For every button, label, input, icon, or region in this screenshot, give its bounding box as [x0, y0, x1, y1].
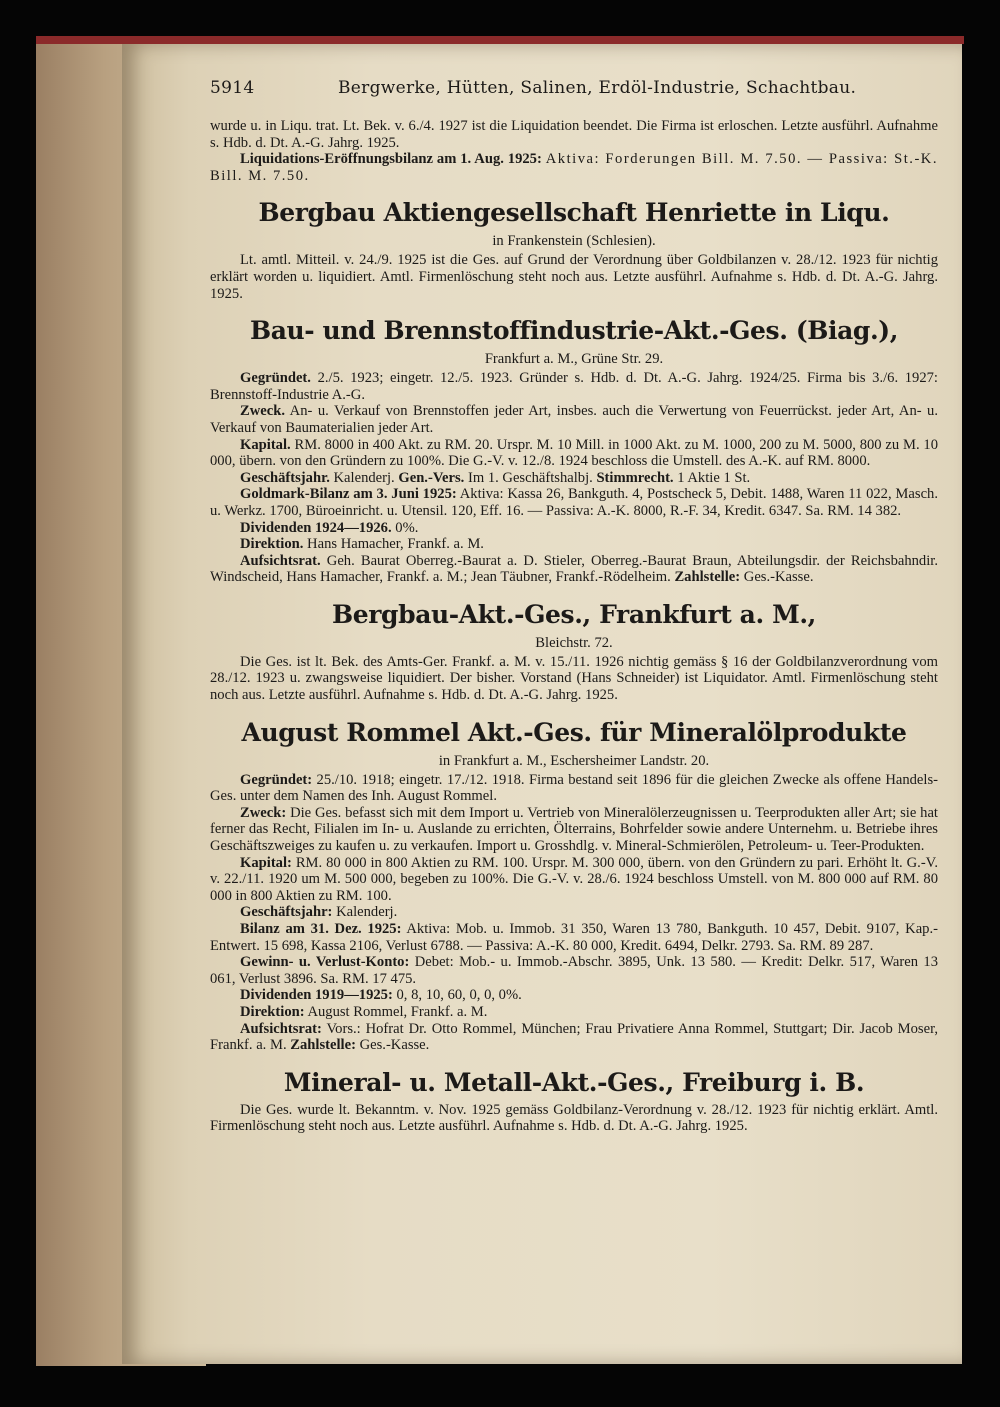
company-location: Bleichstr. 72. — [535, 634, 613, 651]
page-number: 5914 — [210, 78, 255, 98]
intro-text: wurde u. in Liqu. trat. Lt. Bek. v. 6./4. 1927 ist die Liquidation beendet. Die Firma ist erloschen. Letzte ausführl. Aufnahme s. Hdb. d. Dt. A.-G. Jahrg. 1925. — [210, 118, 938, 151]
book-cover-edge — [36, 36, 964, 44]
company-title: Mineral- u. Metall-Akt.-Ges., Freiburg i. B. — [283, 1067, 865, 1097]
company-title: Bergbau Aktiengesellschaft Henriette in Liqu. — [258, 198, 890, 228]
entry-rommel — [210, 718, 938, 1054]
field-gegruendet: Gegründet: 25./10. 1918; eingetr. 17./12. 1918. Firma bestand seit 1896 für die gleichen Zwecke als offene Handels-Ges. unter dem Namen des Inh. August Rommel. — [210, 771, 938, 805]
field-gegruendet: Gegründet. 2./5. 1923; eingetr. 12./5. 1923. Gründer s. Hdb. d. Dt. A.-G. Jahrg. 1924/25. Firma bis 3./6. 1927: Brennstoff-Industrie A.-G. — [210, 370, 938, 403]
field-zweck: Zweck. An- u. Verkauf von Brennstoffen jeder Art, insbes. auch die Verwertung von Feuerrückst. jeder Art, An- u. Verkauf von Baumaterialien jeder Art. — [210, 403, 939, 436]
field-geschaeftsjahr: Geschäftsjahr: Kalenderj. — [240, 904, 398, 921]
running-title: Bergwerke, Hütten, Salinen, Erdöl-Industrie, Schachtbau. — [338, 78, 857, 98]
field-zweck: Zweck: Die Ges. befasst sich mit dem Import u. Vertrieb von Mineralölerzeugnissen u. Teerprodukten aller Art; sie hat ferner das Recht, Filialen im In- u. Auslande zu errichten, Ölterrains, Bohrfelder sowie andere Unternehm. u. Betriebe ihres Geschäftszweiges zu kaufen u. zu verkaufen. Import u. Grosshdlg. v. Mineral-Schmierölen, Petroleum- u. Teer-Produkten. — [210, 804, 938, 855]
entry-freiburg — [210, 1068, 938, 1135]
entry-text: Die Ges. wurde lt. Bekanntm. v. Nov. 1925 gemäss Goldbilanz-Verordnung v. 28./12. 1923 für nichtig erklärt. Amtl. Firmenlöschung steht noch aus. Letzte ausführl. Aufnahme s. Hdb. d. Dt. A.-G. Jahrg. 1925. — [210, 1101, 938, 1135]
entry-biag — [210, 316, 938, 586]
company-location: in Frankfurt a. M., Eschersheimer Landstr. 20. — [438, 752, 710, 769]
company-title: Bergbau-Akt.-Ges., Frankfurt a. M., — [332, 599, 816, 629]
field-dividenden: Dividenden 1919—1925: 0, 8, 10, 60, 0, 0, 0%. — [240, 987, 522, 1004]
field-bilanz: Bilanz am 31. Dez. 1925: Aktiva: Mob. u. Immob. 31 350, Waren 13 780, Bankguth. 10 457, Debit. 9107, Kap.-Entwert. 15 698, Kassa 2106, Verlust 6788. — Passiva: A.-K. 80 000, Kredit. 6494, Delkr. 2793. Sa. RM. 89 287. — [210, 921, 938, 954]
field-kapital: Kapital. RM. 8000 in 400 Akt. zu RM. 20. Urspr. M. 10 Mill. in 1000 Akt. zu M. 1000, 200 zu M. 5000, 800 zu M. 10 000, übern. von den Gründern zu 100%. Die G.-V. v. 12./8. 1924 beschloss die Umstell. des A.-K. auf RM. 8000. — [210, 436, 938, 470]
field-direktion: Direktion: August Rommel, Frankf. a. M. — [240, 1003, 488, 1020]
field-kapital: Kapital: RM. 80 000 in 800 Aktien zu RM. 100. Urspr. M. 300 000, übern. von den Gründern zu pari. Erhöht lt. G.-V. v. 22./11. 1920 um M. 500 000, begeben zu 100%. Die G.-V. v. 28./6. 1924 beschloss Umstell. von M. 800 000 auf RM. 80 000 in 800 Aktien zu RM. 100. — [210, 854, 938, 904]
field-guv: Gewinn- u. Verlust-Konto: Debet: Mob.- u. Immob.-Abschr. 3895, Unk. 13 580. — Kredit: Delkr. 517, Waren 13 061, Verlust 3896. Sa. RM. 17 475. — [210, 954, 938, 987]
company-title: Bau- und Brennstoffindustrie-Akt.-Ges. (Biag.), — [249, 316, 899, 346]
intro-bilanz: Liquidations-Eröffnungsbilanz am 1. Aug. 1925: Aktiva: Forderungen Bill. M. 7.50. — Passiva: St.-K. Bill. M. 7.50. — [210, 151, 938, 184]
company-location: in Frankenstein (Schlesien). — [492, 233, 656, 250]
field-aufsichtsrat: Aufsichtsrat: Vors.: Hofrat Dr. Otto Rommel, München; Frau Privatiere Anna Rommel, Stuttgart; Dir. Jacob Moser, Frankf. a. M. Zahlstelle: Ges.-Kasse. — [210, 1020, 938, 1054]
entry-text: Die Ges. ist lt. Bek. des Amts-Ger. Frankf. a. M. v. 15./11. 1926 nichtig gemäss § 16 der Goldbilanzverordnung vom 28./12. 1923 u. zwangsweise liquidiert. Der bisher. Vorstand (Hans Schneider) ist Liquidator. Amtl. Firmenlöschung steht noch aus. Letzte ausführl. Aufnahme s. Hdb. d. Dt. A.-G. Jahrg. 1925. — [210, 653, 938, 704]
company-location: Frankfurt a. M., Grüne Str. 29. — [484, 351, 664, 368]
entry-text: Lt. amtl. Mitteil. v. 24./9. 1925 ist die Ges. auf Grund der Verordnung über Goldbilanzen v. 28./12. 1923 für nichtig erklärt worden u. liquidiert. Amtl. Firmenlöschung steht noch aus. Letzte ausführl. Aufnahme s. Hdb. d. Dt. A.-G. Jahrg. 1925. — [210, 252, 938, 302]
field-aufsichtsrat: Aufsichtsrat. Geh. Baurat Oberreg.-Baurat a. D. Stieler, Oberreg.-Baurat Braun, Abteilungsdir. der Reichsbahndir. Windscheid, Hans Hamacher, Frankf. a. M.; Jean Täubner, Frankf.-Rödelheim. Zahlstelle: Ges.-Kasse. — [210, 552, 938, 586]
company-title: August Rommel Akt.-Ges. für Mineralölprodukte — [241, 717, 907, 747]
page-content — [210, 78, 938, 1135]
entry-henriette — [210, 198, 938, 302]
field-geschaeftsjahr: Geschäftsjahr. Kalenderj. Gen.-Vers. Im 1. Geschäftshalbj. Stimmrecht. 1 Aktie 1 St. — [240, 469, 751, 486]
running-header — [210, 78, 938, 98]
field-direktion: Direktion. Hans Hamacher, Frankf. a. M. — [240, 536, 484, 553]
field-dividenden: Dividenden 1924—1926. 0%. — [240, 519, 419, 536]
field-bilanz: Goldmark-Bilanz am 3. Juni 1925: Aktiva: Kassa 26, Bankguth. 4, Postscheck 5, Debit. 1488, Waren 11 022, Masch. u. Werkz. 1700, Büroeinricht. u. Utensil. 120, Eff. 16. — Passiva: A.-K. 8000, R.-F. 34, Kredit. 6347. Sa. RM. 14 382. — [210, 486, 938, 519]
entry-continuation — [210, 118, 938, 184]
entry-bergbau-frankfurt — [210, 600, 938, 704]
